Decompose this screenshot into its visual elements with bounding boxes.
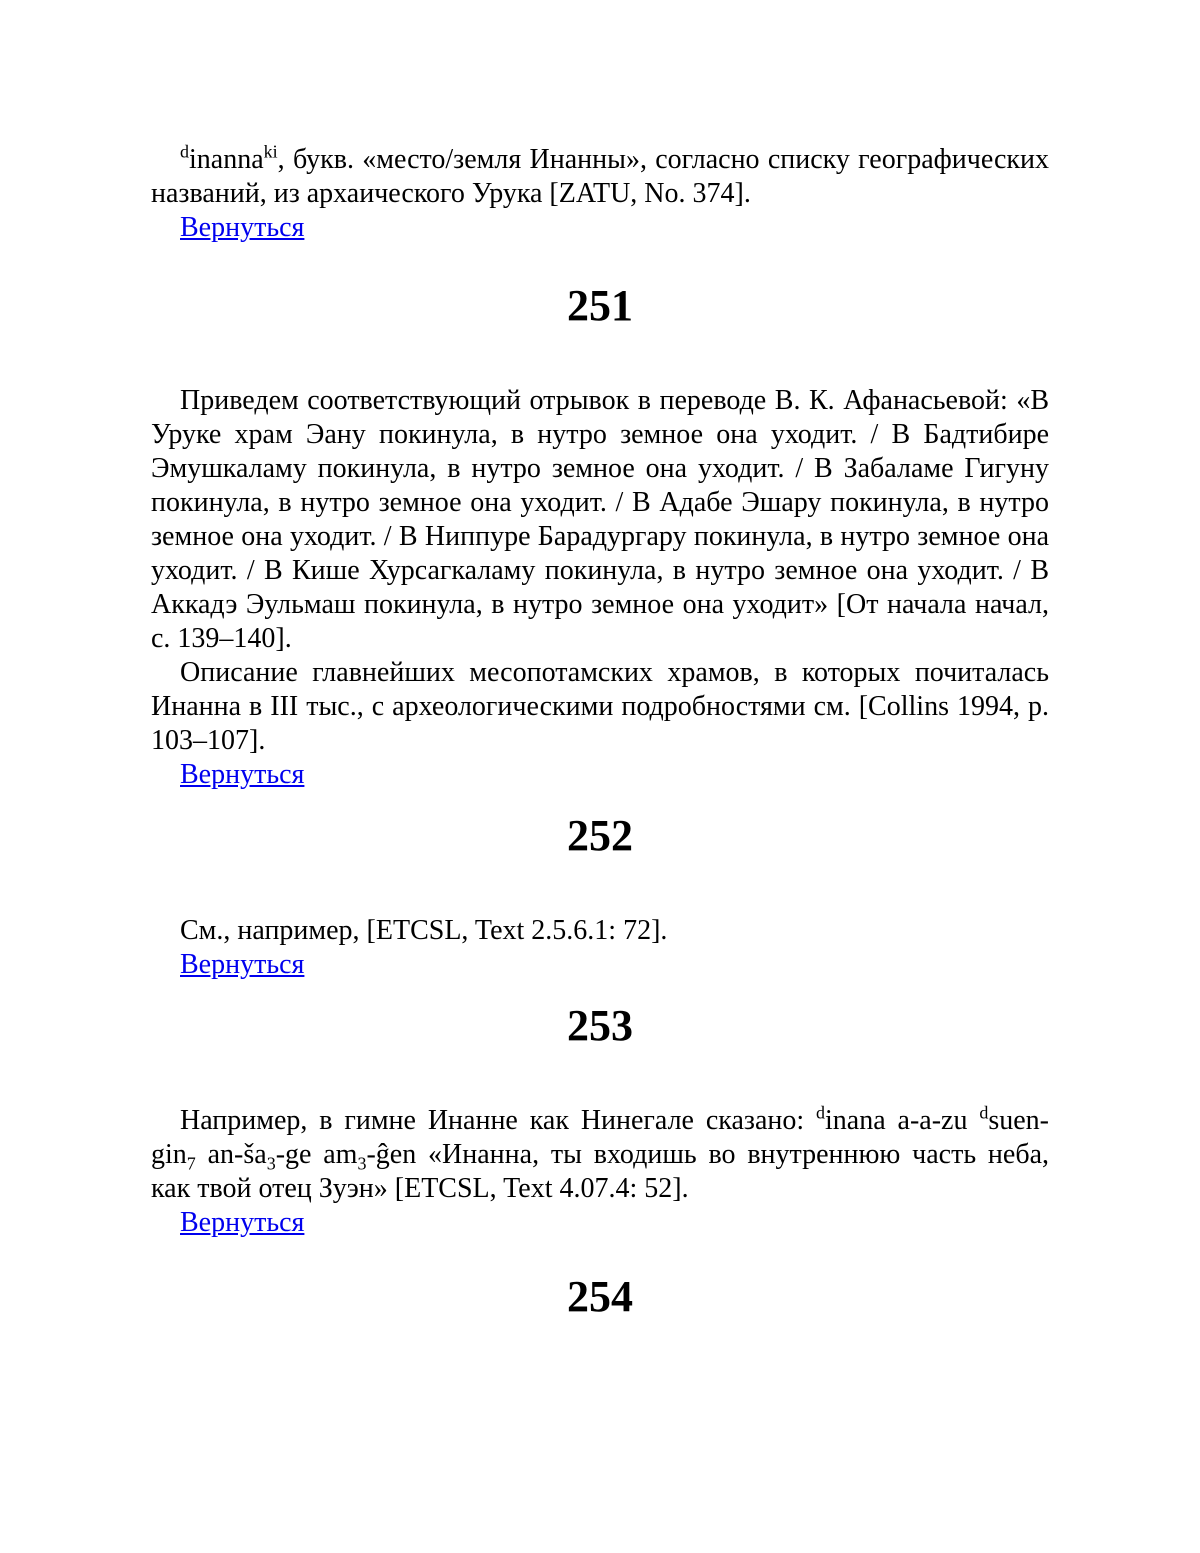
footnote-number: 254 bbox=[567, 1272, 633, 1321]
back-link[interactable]: Вернуться bbox=[180, 212, 305, 243]
footnote-number: 251 bbox=[567, 281, 633, 330]
superscript-marker: d bbox=[816, 1102, 826, 1123]
footnote-number: 252 bbox=[567, 811, 633, 860]
back-link[interactable]: Вернуться bbox=[180, 1207, 305, 1238]
text-run: suen-gin bbox=[151, 1105, 1049, 1170]
back-link[interactable]: Вернуться bbox=[180, 949, 305, 980]
footnote-paragraph bbox=[151, 914, 1049, 948]
footnote-number: 253 bbox=[567, 1001, 633, 1050]
footnote-paragraph bbox=[151, 143, 1049, 211]
footnote-paragraph bbox=[151, 384, 1049, 656]
text-run: , букв. «место/земля Инанны», согласно списку географических названий, из архаического Урука [ZATU, No. 374]. bbox=[151, 144, 1049, 209]
footnote-252 bbox=[151, 811, 1049, 982]
back-link[interactable]: Вернуться bbox=[180, 759, 305, 790]
subscript-index: 7 bbox=[186, 1153, 196, 1174]
text-run: Описание главнейших месопотамских храмов, в которых почиталась Инанна в III тыс., с археологическими подробностями см. [Collins 1994, p. 103–107]. bbox=[151, 657, 1049, 756]
text-run: -ge am bbox=[275, 1139, 358, 1170]
footnote-254 bbox=[151, 1272, 1049, 1322]
text-run: inanna bbox=[189, 144, 264, 175]
subscript-index: 3 bbox=[266, 1153, 276, 1174]
footnote-253 bbox=[151, 1001, 1049, 1240]
text-run: an-ša bbox=[195, 1139, 267, 1170]
superscript-marker: ki bbox=[263, 141, 278, 162]
text-run: Например, в гимне Инанне как Нинегале сказано: bbox=[180, 1105, 817, 1136]
superscript-marker: d bbox=[180, 141, 189, 162]
footnote-251 bbox=[151, 281, 1049, 792]
text-run: inana a-a-zu bbox=[825, 1105, 980, 1136]
footnote-250 bbox=[151, 143, 1049, 245]
text-run: -ĝen «Инанна, ты входишь во внутреннюю часть неба, как твой отец Зуэн» [ETCSL, Text 4.07.4: 52]. bbox=[151, 1139, 1050, 1204]
subscript-index: 3 bbox=[357, 1153, 367, 1174]
footnote-paragraph bbox=[151, 656, 1049, 758]
footnote-paragraph bbox=[151, 1104, 1049, 1206]
text-run: См., например, [ETCSL, Text 2.5.6.1: 72]. bbox=[180, 915, 668, 946]
text-run: Приведем соответствующий отрывок в переводе В. К. Афанасьевой: «В Уруке храм Эану покинула, в нутро земное она уходит. / В Бадтибире Эмушкаламу покинула, в нутро земное она уходит. / В Забаламе Гигуну покинула, в нутро земное она уходит. / В Адабе Эшару покинула, в нутро земное она уходит. / В Ниппуре Барадургару покинула, в нутро земное она уходит. / В Кише Хурсагкаламу покинула, в нутро земное она уходит. / В Аккадэ Эульмаш покинула, в нутро земное она уходит» [От начала начал, с. 139–140]. bbox=[151, 385, 1049, 654]
superscript-marker: d bbox=[979, 1102, 989, 1123]
